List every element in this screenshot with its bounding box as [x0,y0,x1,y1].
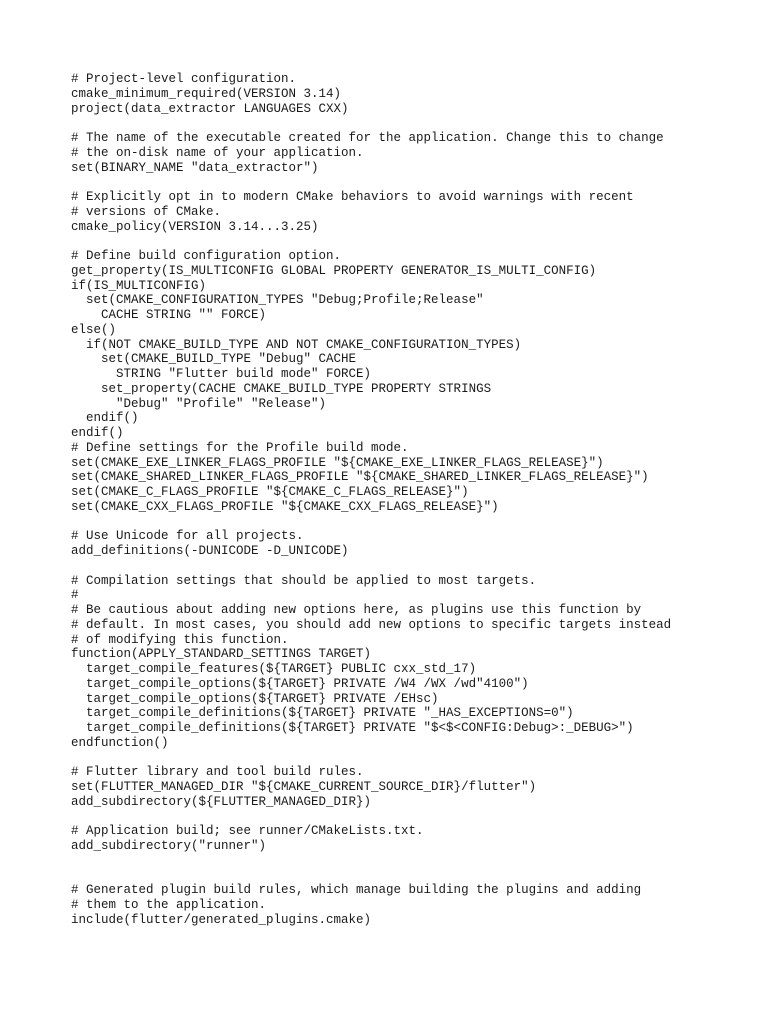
code-line: set_property(CACHE CMAKE_BUILD_TYPE PROPERTY STRINGS [71,381,492,396]
code-line: target_compile_options(${TARGET} PRIVATE /W4 /WX /wd"4100") [71,676,529,691]
code-line [71,751,671,766]
code-line: include(flutter/generated_plugins.cmake) [71,912,372,927]
code-line: add_subdirectory("runner") [71,839,267,853]
code-line: endif() [71,411,139,426]
code-line [71,854,671,869]
code-line: # default. In most cases, you should add new options to specific targets instead [71,617,672,632]
code-line: # the on-disk name of your application. [71,145,364,160]
code-line: # Define settings for the Profile build mode. [71,440,409,455]
code-line: target_compile_options(${TARGET} PRIVATE /EHsc) [71,691,439,706]
code-line: set(CMAKE_BUILD_TYPE "Debug" CACHE [71,352,357,367]
code-line: # Generated plugin build rules, which manage building the plugins and adding [71,883,642,898]
code-line: get_property(IS_MULTICONFIG GLOBAL PROPERTY GENERATOR_IS_MULTI_CONFIG) [71,263,597,278]
code-line: # Use Unicode for all projects. [71,529,304,544]
code-line: target_compile_definitions(${TARGET} PRIVATE "_HAS_EXCEPTIONS=0") [71,706,574,721]
code-line [71,869,671,884]
code-line: # Define build configuration option. [71,249,342,263]
code-line: "Debug" "Profile" "Release") [71,396,327,411]
code-line: add_subdirectory(${FLUTTER_MANAGED_DIR}) [71,794,372,809]
code-line [71,810,671,825]
code-line: if(NOT CMAKE_BUILD_TYPE AND NOT CMAKE_CONFIGURATION_TYPES) [71,337,522,352]
code-line: project(data_extractor LANGUAGES CXX) [71,101,349,116]
code-line: set(CMAKE_CXX_FLAGS_PROFILE "${CMAKE_CXX_FLAGS_RELEASE}") [71,499,499,514]
code-line: # Be cautious about adding new options here, as plugins use this function by [71,603,642,617]
code-line: # them to the application. [71,898,267,912]
code-line: cmake_policy(VERSION 3.14...3.25) [71,219,319,234]
code-line: # [71,588,79,603]
code-line: target_compile_definitions(${TARGET} PRIVATE "$<$<CONFIG:Debug>:_DEBUG>") [71,721,634,735]
code-line: # Flutter library and tool build rules. [71,765,364,780]
code-line: endfunction() [71,735,169,750]
code-line: # of modifying this function. [71,632,289,647]
code-line: # Explicitly opt in to modern CMake behaviors to avoid warnings with recent [71,190,634,204]
code-line: function(APPLY_STANDARD_SETTINGS TARGET) [71,647,372,662]
code-line: # Compilation settings that should be applied to most targets. [71,573,537,588]
code-line: add_definitions(-DUNICODE -D_UNICODE) [71,544,349,558]
code-line: set(FLUTTER_MANAGED_DIR "${CMAKE_CURRENT_SOURCE_DIR}/flutter") [71,780,537,794]
code-line: set(CMAKE_SHARED_LINKER_FLAGS_PROFILE "${CMAKE_SHARED_LINKER_FLAGS_RELEASE}") [71,470,649,485]
code-line: target_compile_features(${TARGET} PUBLIC cxx_std_17) [71,662,477,676]
code-line [71,234,671,249]
code-line: # The name of the executable created for the application. Change this to change [71,131,664,145]
code-line: set(CMAKE_CONFIGURATION_TYPES "Debug;Profile;Release" [71,293,484,308]
code-line: else() [71,322,117,337]
code-line [71,559,671,574]
code-line [71,175,671,190]
code-line: cmake_minimum_required(VERSION 3.14) [71,86,342,101]
code-line: endif() [71,426,124,440]
code-line: STRING "Flutter build mode" FORCE) [71,367,372,381]
code-line: set(BINARY_NAME "data_extractor") [71,160,319,175]
code-line: CACHE STRING "" FORCE) [71,308,267,322]
code-line: set(CMAKE_EXE_LINKER_FLAGS_PROFILE "${CMAKE_EXE_LINKER_FLAGS_RELEASE}") [71,455,604,470]
cmake-source-listing [71,72,671,928]
code-line [71,515,671,530]
code-line: if(IS_MULTICONFIG) [71,278,207,293]
code-line: # Project-level configuration. [71,72,297,86]
code-line: # versions of CMake. [71,204,222,219]
code-line: set(CMAKE_C_FLAGS_PROFILE "${CMAKE_C_FLAGS_RELEASE}") [71,485,469,499]
code-line [71,116,671,131]
code-line: # Application build; see runner/CMakeLists.txt. [71,824,424,839]
